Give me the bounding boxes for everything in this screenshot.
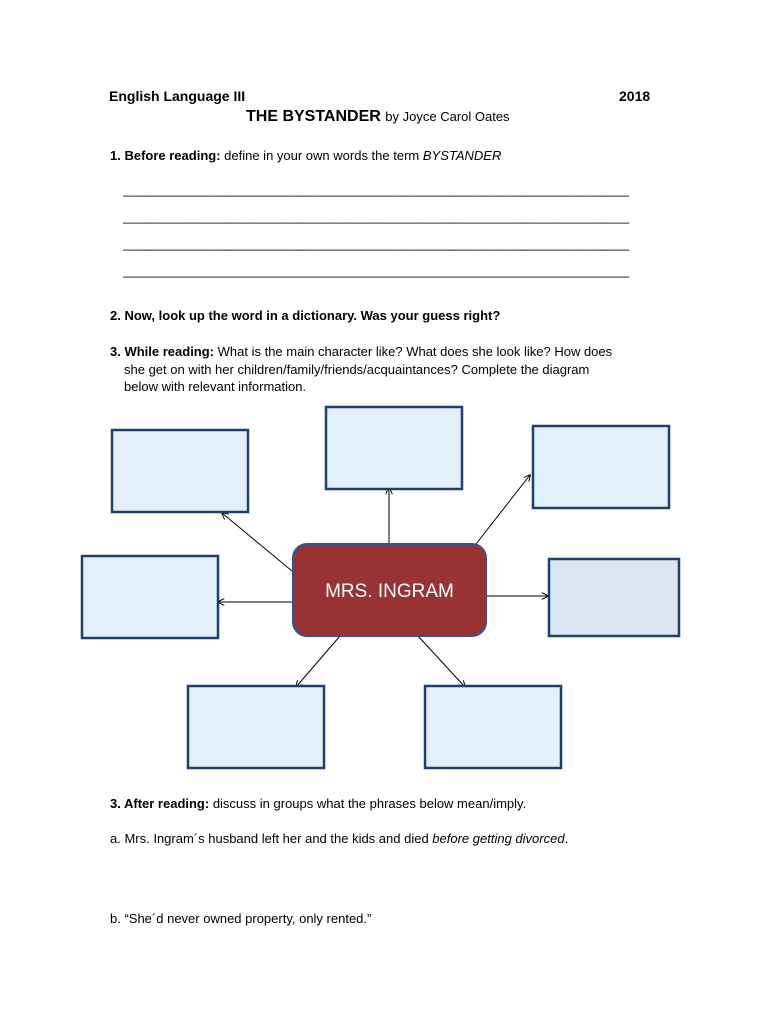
arrow-to-bottom-left-box: [296, 636, 340, 687]
diagram-box-top-left[interactable]: [112, 430, 248, 512]
question-3-while-label: 3. While reading:: [110, 344, 215, 359]
question-3-while-line1: What is the main character like? What does she look like? How does: [214, 344, 613, 359]
question-3-after-text: discuss in groups what the phrases below mean/imply.: [209, 796, 527, 811]
question-1-label: 1. Before reading:: [110, 148, 221, 163]
item-b: b. “She´d never owned property, only rented.”: [110, 911, 372, 926]
arrow-to-top-left-box: [222, 513, 292, 571]
story-author: by Joyce Carol Oates: [385, 109, 510, 124]
diagram-box-mid-left[interactable]: [82, 556, 218, 638]
question-2: 2. Now, look up the word in a dictionary. Was your guess right?: [110, 308, 501, 323]
question-1-text: define in your own words the term: [220, 148, 423, 163]
item-a-end: .: [564, 831, 569, 846]
diagram-box-bottom-right[interactable]: [425, 686, 561, 768]
answer-line-4[interactable]: ______________________________________________________________________: [123, 263, 630, 278]
answer-line-3[interactable]: ______________________________________________________________________: [123, 236, 630, 251]
diagram-box-bottom-left[interactable]: [188, 686, 324, 768]
arrow-to-bottom-right-box: [418, 636, 465, 687]
question-3-after-label: 3. After reading:: [110, 796, 210, 811]
question-3-while-line3: below with relevant information.: [124, 379, 307, 394]
question-1-term: BYSTANDER: [422, 148, 502, 163]
answer-line-2[interactable]: ______________________________________________________________________: [123, 209, 630, 224]
diagram-box-top-right[interactable]: [533, 426, 669, 508]
item-a: [110, 830, 568, 848]
item-a-text: a. Mrs. Ingram´s husband left her and the kids and died: [110, 831, 433, 846]
question-3-after: [110, 795, 526, 813]
answer-line-1[interactable]: ______________________________________________________________________: [123, 182, 630, 197]
story-title: THE BYSTANDER: [246, 108, 381, 125]
question-3-while-line2: she get on with her children/family/friends/acquaintances? Complete the diagram: [124, 362, 590, 377]
diagram-box-mid-right[interactable]: [549, 559, 679, 636]
item-a-emphasis: before getting divorced: [432, 831, 565, 846]
diagram-box-top-center[interactable]: [326, 407, 462, 489]
center-node-label: MRS. INGRAM: [325, 581, 454, 602]
arrow-to-top-right-box: [476, 475, 530, 544]
course-name: English Language III: [109, 88, 246, 104]
year: 2018: [619, 88, 651, 104]
